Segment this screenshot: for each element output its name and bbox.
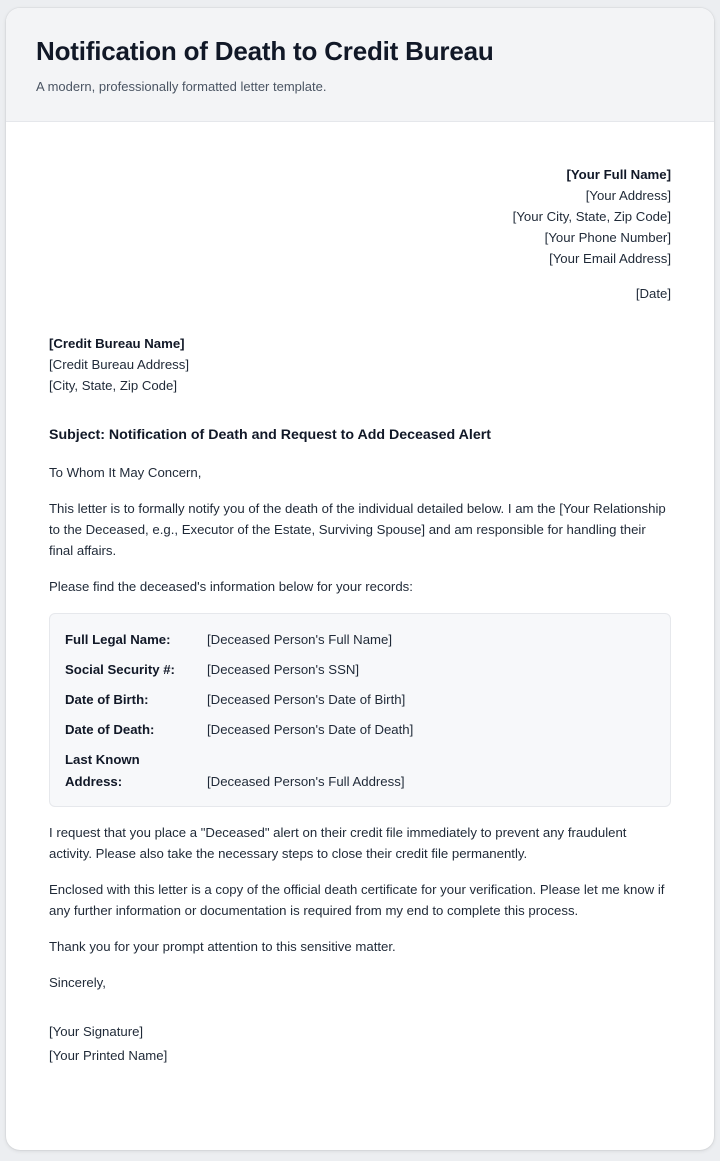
- info-value: [Deceased Person's Full Name]: [207, 632, 393, 647]
- info-value: [Deceased Person's SSN]: [207, 662, 360, 677]
- letter-body: [6, 164, 714, 1066]
- printed-name: [Your Printed Name]: [49, 1048, 168, 1063]
- info-row-ssn: [65, 659, 655, 681]
- letter-subject: Subject: Notification of Death and Request to Add Deceased Alert: [49, 427, 491, 443]
- paragraph-info-lead: Please find the deceased's information below for your records:: [49, 579, 413, 594]
- sender-address: [Your Address]: [585, 188, 671, 203]
- card-header: [6, 8, 714, 122]
- sender-city-state-zip: [Your City, State, Zip Code]: [512, 209, 671, 224]
- recipient-city-state-zip: [City, State, Zip Code]: [49, 378, 178, 393]
- paragraph-enclosure: Enclosed with this letter is a copy of the official death certificate for your verification. Please let me know if any further information or documentation is required from my end to complete this process.: [49, 882, 665, 918]
- letter-card: [6, 8, 714, 1150]
- info-value: [Deceased Person's Date of Birth]: [207, 692, 406, 707]
- page-title: Notification of Death to Credit Bureau: [36, 36, 494, 66]
- sender-phone: [Your Phone Number]: [544, 230, 671, 245]
- sender-email: [Your Email Address]: [549, 251, 671, 266]
- info-label: Social Security #:: [65, 662, 175, 677]
- info-row-address: [65, 749, 655, 793]
- letter-date: [Date]: [635, 286, 671, 301]
- info-value: [Deceased Person's Date of Death]: [207, 722, 414, 737]
- signature: [Your Signature]: [49, 1024, 144, 1039]
- info-label: Date of Death:: [65, 722, 155, 737]
- paragraph-request: I request that you place a "Deceased" alert on their credit file immediately to prevent any fraudulent activity. Please also take the necessary steps to close their credit file permanently.: [49, 825, 627, 861]
- recipient-name: [Credit Bureau Name]: [49, 336, 185, 351]
- info-row-date-of-birth: [65, 689, 655, 711]
- sender-name: [Your Full Name]: [566, 167, 671, 182]
- deceased-info-box: [49, 613, 671, 807]
- info-label: Date of Birth:: [65, 692, 149, 707]
- info-row-date-of-death: [65, 719, 655, 741]
- info-value: [Deceased Person's Full Address]: [207, 774, 405, 789]
- paragraph-thanks: Thank you for your prompt attention to this sensitive matter.: [49, 939, 396, 954]
- sender-block: [49, 164, 671, 269]
- page-subtitle: A modern, professionally formatted letter template.: [36, 79, 327, 94]
- info-label: Full Legal Name:: [65, 632, 171, 647]
- recipient-block: [49, 333, 671, 396]
- closing: Sincerely,: [49, 975, 106, 990]
- paragraph-intro: This letter is to formally notify you of the death of the individual detailed below. I am the [Your Relationship to the Deceased, e.g., Executor of the Estate, Surviving Spouse] and am responsible for handling their final affairs.: [49, 501, 666, 558]
- salutation: To Whom It May Concern,: [49, 465, 202, 480]
- info-row-full-name: [65, 629, 655, 651]
- recipient-address: [Credit Bureau Address]: [49, 357, 190, 372]
- info-label: Last Known Address:: [65, 752, 140, 789]
